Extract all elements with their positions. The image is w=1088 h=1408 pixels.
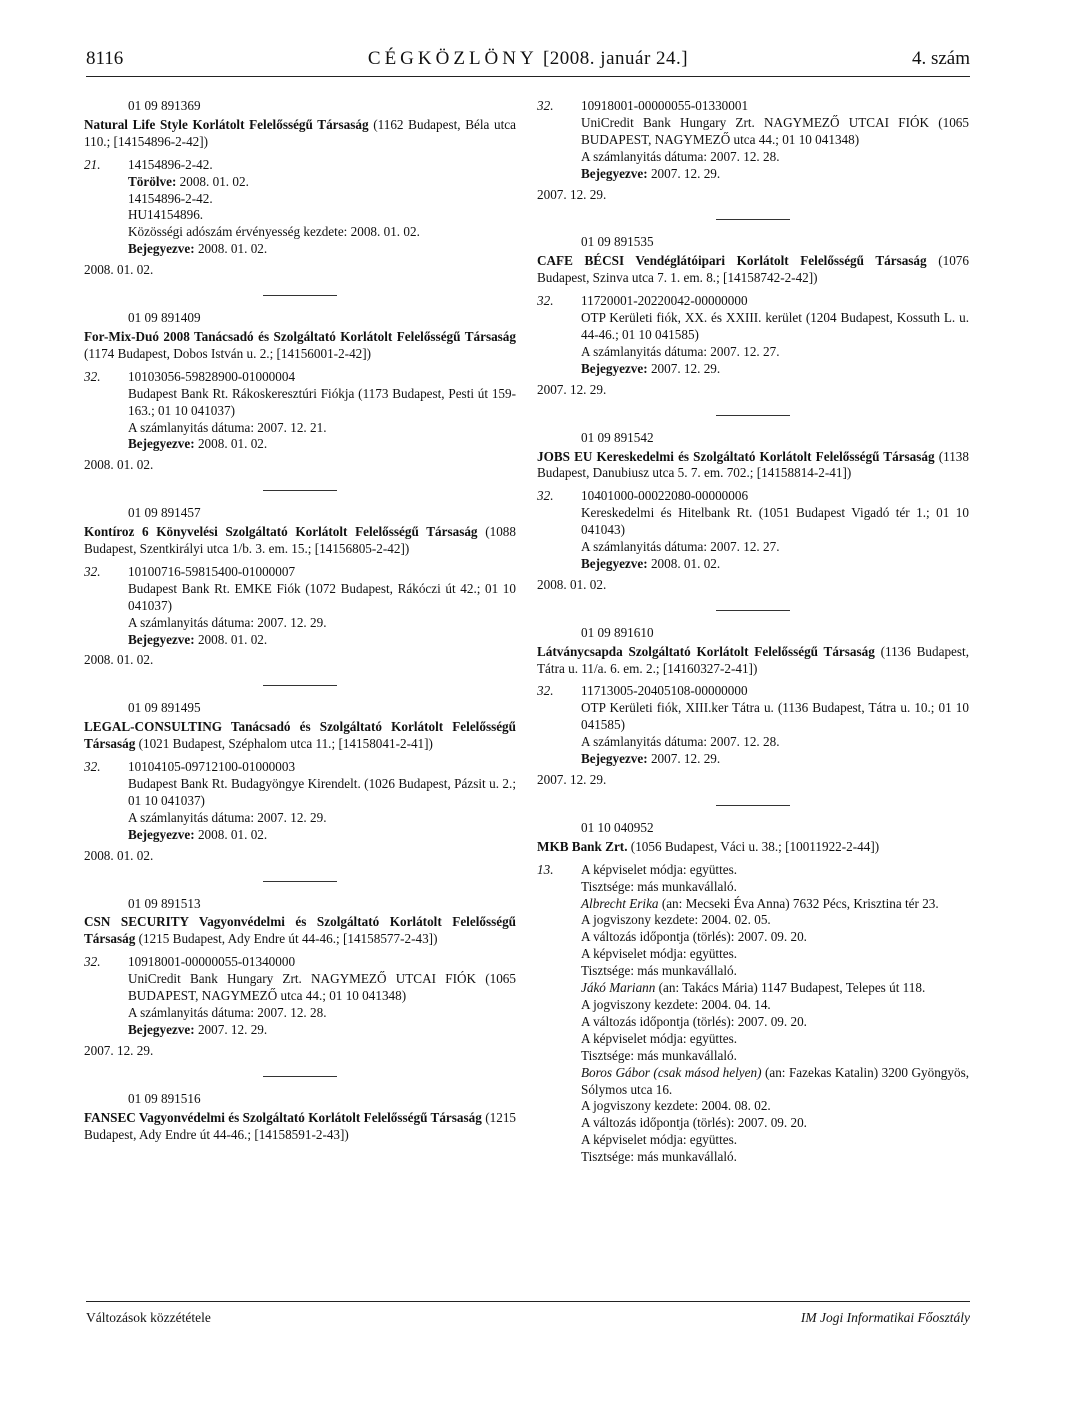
line-label: Bejegyezve: <box>581 751 648 767</box>
item-line <box>128 776 516 810</box>
line-text: A számlanyitás dátuma: 2007. 12. 21. <box>128 419 327 435</box>
item-line <box>581 166 969 183</box>
item-line <box>128 632 516 649</box>
entry-date: 2008. 01. 02. <box>537 576 607 592</box>
item-line <box>581 1132 969 1149</box>
entry-separator <box>263 685 337 686</box>
company-name: Kontíroz 6 Könyvelési Szolgáltató Korlátolt Felelősségű Társaság <box>84 524 478 540</box>
company-details: (1138 Budapest, Danubiusz utca 5. 7. em. 702.; [14158814-2-41]) <box>537 448 969 481</box>
line-text: A számlanyitás dátuma: 2007. 12. 29. <box>128 809 327 825</box>
item-line <box>581 293 969 310</box>
line-text: Tisztsége: más munkavállaló. <box>581 1047 737 1063</box>
item-line <box>128 615 516 632</box>
company-heading <box>84 329 516 363</box>
item-line <box>128 191 516 208</box>
line-text: A jogviszony kezdete: 2004. 04. 14. <box>581 996 771 1012</box>
line-text: UniCredit Bank Hungary Zrt. NAGYMEZŐ UTCAI FIÓK (1065 BUDAPEST, NAGYMEZŐ utca 44.; 01 10 041348) <box>581 114 969 147</box>
item-body <box>581 488 969 573</box>
person-name: Albrecht Erika <box>581 895 659 911</box>
item-line <box>581 963 969 980</box>
company-entry <box>84 310 516 474</box>
right-column <box>537 98 969 1170</box>
item-line <box>581 115 969 149</box>
registration-number: 01 09 891409 <box>128 310 201 326</box>
line-label: Bejegyezve: <box>581 555 648 571</box>
item-line <box>128 436 516 453</box>
entry-item <box>537 98 969 183</box>
line-text: HU14154896. <box>128 207 204 223</box>
line-text: A számlanyitás dátuma: 2007. 12. 28. <box>581 734 780 750</box>
line-text: 10100716-59815400-01000007 <box>128 563 296 579</box>
company-name: FANSEC Vagyonvédelmi és Szolgáltató Korlátolt Felelősségű Társaság <box>84 1109 482 1125</box>
item-line <box>581 505 969 539</box>
footer-publisher: IM Jogi Informatikai Főosztály <box>800 1310 970 1325</box>
company-details: (1076 Budapest, Szinva utca 7. 1. em. 8.; [14158742-2-42]) <box>537 253 969 286</box>
line-text: Tisztsége: más munkavállaló. <box>581 878 737 894</box>
line-text: A képviselet módja: együttes. <box>581 946 738 962</box>
line-text: Tisztsége: más munkavállaló. <box>581 1149 737 1165</box>
item-body <box>581 98 969 183</box>
line-text: 14154896-2-42. <box>128 156 213 172</box>
item-line <box>581 556 969 573</box>
company-heading <box>537 253 969 287</box>
company-details: (1021 Budapest, Széphalom utca 11.; [14158041-2-41]) <box>138 736 433 752</box>
item-line <box>581 862 969 879</box>
entry-item <box>84 564 516 649</box>
line-text: A számlanyitás dátuma: 2007. 12. 27. <box>581 343 780 359</box>
line-label: Bejegyezve: <box>581 360 648 376</box>
item-body <box>128 954 516 1039</box>
item-line <box>581 912 969 929</box>
item-line <box>581 1149 969 1166</box>
item-line <box>581 310 969 344</box>
item-line <box>128 207 516 224</box>
line-label: Bejegyezve: <box>581 165 648 181</box>
entry-date: 2007. 12. 29. <box>537 772 607 787</box>
item-line <box>581 879 969 896</box>
item-line <box>128 1005 516 1022</box>
item-line <box>581 361 969 378</box>
item-number: 32. <box>537 98 554 113</box>
item-line <box>128 827 516 844</box>
item-line <box>128 420 516 437</box>
line-text: 2008. 01. 02. <box>197 436 268 452</box>
line-text: 10103056-59828900-01000004 <box>128 368 296 384</box>
entry-date: 2007. 12. 29. <box>537 381 607 397</box>
entry-item <box>537 683 969 768</box>
item-line <box>581 1098 969 1115</box>
person-name: Boros Gábor (csak másod helyen) <box>581 1064 762 1080</box>
company-entry <box>84 896 516 1060</box>
entry-date: 2008. 01. 02. <box>84 652 154 668</box>
registration-number: 01 09 891513 <box>128 895 201 911</box>
entry-separator <box>263 490 337 491</box>
line-text: (an: Mecseki Éva Anna) 7632 Pécs, Krisztina tér 23. <box>658 895 939 911</box>
line-text: (an: Fazekas Katalin) 3200 Gyöngyös, Sólymos utca 16. <box>581 1064 969 1097</box>
line-text: Budapest Bank Rt. Rákoskeresztúri Fiókja (1173 Budapest, Pesti út 159-163.; 01 10 041037) <box>128 385 516 418</box>
page-footer <box>86 1301 970 1325</box>
line-label: Bejegyezve: <box>128 826 195 842</box>
entry-item <box>84 759 516 844</box>
entry-date: 2008. 01. 02. <box>84 847 154 863</box>
entry-item <box>84 954 516 1039</box>
company-entry <box>84 505 516 669</box>
registration-number: 01 09 891457 <box>128 505 201 521</box>
item-line <box>581 700 969 734</box>
company-details: (1088 Budapest, Szentkirályi utca 1/b. 3. em. 15.; [14156805-2-42]) <box>84 524 516 557</box>
line-text: A jogviszony kezdete: 2004. 02. 05. <box>581 912 771 928</box>
line-text: A képviselet módja: együttes. <box>581 1132 738 1148</box>
item-line <box>581 1048 969 1065</box>
item-body <box>581 862 969 1166</box>
line-text: Kereskedelmi és Hitelbank Rt. (1051 Budapest Vigadó tér 1.; 01 10 041043) <box>581 505 969 538</box>
line-text: 10104105-09712100-01000003 <box>128 759 296 775</box>
company-details: (1162 Budapest, Béla utca 110.; [14154896-2-42]) <box>84 116 517 149</box>
entry-item <box>537 293 969 378</box>
item-line <box>128 564 516 581</box>
journal-title <box>86 48 970 70</box>
company-heading <box>537 449 969 483</box>
item-line <box>128 759 516 776</box>
company-entry <box>537 98 969 203</box>
company-entry <box>84 700 516 864</box>
line-text: 10918001-00000055-01340000 <box>128 954 296 970</box>
company-name: MKB Bank Zrt. <box>537 838 628 854</box>
line-text: 2008. 01. 02. <box>197 631 268 647</box>
company-details: (1215 Budapest, Ady Endre út 44-46.; [14158591-2-43]) <box>84 1109 517 1142</box>
item-line <box>581 683 969 700</box>
company-heading <box>537 644 969 678</box>
item-line <box>581 1065 969 1099</box>
item-line <box>581 149 969 166</box>
item-number: 32. <box>537 293 554 309</box>
line-text: A változás időpontja (törlés): 2007. 09. 20. <box>581 1115 807 1131</box>
line-text: 2007. 12. 29. <box>650 165 721 181</box>
person-name: Jákó Mariann <box>581 980 656 996</box>
line-text: 2008. 01. 02. <box>179 173 249 189</box>
entry-date: 2008. 01. 02. <box>84 262 154 278</box>
line-text: 11713005-20405108-00000000 <box>581 683 748 699</box>
footer-section: Változások közzététele <box>86 1310 211 1325</box>
page-header <box>86 44 970 77</box>
item-body <box>128 369 516 454</box>
item-line <box>581 896 969 913</box>
entry-separator <box>263 1076 337 1077</box>
item-line <box>128 1022 516 1039</box>
line-label: Bejegyezve: <box>128 241 195 257</box>
item-body <box>128 759 516 844</box>
item-line <box>128 174 516 191</box>
company-name: CAFE BÉCSI Vendéglátóipari Korlátolt Felelősségű Társaság <box>537 253 927 269</box>
company-details: (1056 Budapest, Váci u. 38.; [10011922-2-44]) <box>630 838 880 854</box>
item-line <box>128 369 516 386</box>
entry-separator <box>716 415 790 416</box>
item-number: 32. <box>84 759 101 775</box>
item-body <box>128 157 516 258</box>
line-text: 11720001-20220042-00000000 <box>581 293 748 309</box>
item-line <box>581 488 969 505</box>
item-body <box>581 293 969 378</box>
item-line <box>581 734 969 751</box>
line-text: Tisztsége: más munkavállaló. <box>581 963 737 979</box>
item-body <box>128 564 516 649</box>
line-text: 2008. 01. 02. <box>197 826 268 842</box>
line-text: A változás időpontja (törlés): 2007. 09. 20. <box>581 1013 807 1029</box>
item-line <box>128 810 516 827</box>
line-text: A jogviszony kezdete: 2004. 08. 02. <box>581 1098 771 1114</box>
item-line <box>128 971 516 1005</box>
entry-date: 2007. 12. 29. <box>537 186 607 202</box>
entry-separator <box>716 610 790 611</box>
item-number: 13. <box>537 861 554 877</box>
line-text: 2008. 01. 02. <box>650 555 721 571</box>
line-text: A számlanyitás dátuma: 2007. 12. 29. <box>128 614 327 630</box>
journal-name: CÉGKÖZLÖNY <box>367 48 538 69</box>
line-text: OTP Kerületi fiók, XX. és XXIII. kerület (1204 Budapest, Kossuth L. u. 44-46.; 01 10 041585) <box>581 310 969 342</box>
entry-date: 2007. 12. 29. <box>84 1042 154 1058</box>
item-number: 32. <box>84 954 101 970</box>
entry-separator <box>263 295 337 296</box>
entry-item <box>537 488 969 573</box>
line-label: Bejegyezve: <box>128 631 195 647</box>
entry-item <box>84 369 516 454</box>
registration-number: 01 10 040952 <box>581 819 654 835</box>
registration-number: 01 09 891535 <box>581 234 654 250</box>
line-text: UniCredit Bank Hungary Zrt. NAGYMEZŐ UTCAI FIÓK (1065 BUDAPEST, NAGYMEZŐ utca 44.; 01 10 041348) <box>128 971 516 1004</box>
company-entry <box>537 625 969 789</box>
item-line <box>128 157 516 174</box>
company-name: CSN SECURITY Vagyonvédelmi és Szolgáltató Korlátolt Felelősségű Társaság <box>84 914 516 947</box>
entry-separator <box>263 881 337 882</box>
issue-number: 4. szám <box>911 48 970 69</box>
company-heading <box>537 839 969 856</box>
registration-number: 01 09 891516 <box>128 1090 201 1106</box>
line-text: A számlanyitás dátuma: 2007. 12. 28. <box>581 148 780 164</box>
item-body <box>581 683 969 768</box>
line-text: 10918001-00000055-01330001 <box>581 98 749 113</box>
company-heading <box>84 719 516 753</box>
item-line <box>581 98 969 115</box>
item-number: 32. <box>537 683 554 699</box>
item-line <box>128 581 516 615</box>
item-line <box>581 751 969 768</box>
registration-number: 01 09 891369 <box>128 98 201 113</box>
item-line <box>581 929 969 946</box>
item-line <box>581 946 969 963</box>
company-heading <box>84 524 516 558</box>
item-line <box>581 1115 969 1132</box>
item-number: 32. <box>84 563 101 579</box>
line-text: 14154896-2-42. <box>128 190 213 206</box>
company-entry <box>537 430 969 594</box>
line-text: (an: Takács Mária) 1147 Budapest, Telepes út 118. <box>655 980 926 996</box>
entry-separator <box>716 219 790 220</box>
company-details: (1215 Budapest, Ady Endre út 44-46.; [14158577-2-43]) <box>138 931 438 947</box>
item-line <box>581 980 969 997</box>
line-label: Bejegyezve: <box>128 436 195 452</box>
item-number: 32. <box>84 368 101 384</box>
issue-date: [2008. január 24.] <box>542 48 689 69</box>
company-heading <box>84 914 516 948</box>
line-text: Budapest Bank Rt. Budagyöngye Kirendelt. (1026 Budapest, Pázsit u. 2.; 01 10 041037) <box>128 776 516 808</box>
line-text: Közösségi adószám érvényesség kezdete: 2008. 01. 02. <box>128 224 420 240</box>
line-text: A képviselet módja: együttes. <box>581 1030 738 1046</box>
item-number: 32. <box>537 488 554 504</box>
line-text: 2008. 01. 02. <box>197 241 268 257</box>
item-line <box>128 386 516 420</box>
registration-number: 01 09 891495 <box>128 700 201 716</box>
page-number: 8116 <box>86 48 124 69</box>
company-details: (1174 Budapest, Dobos István u. 2.; [14156001-2-42]) <box>84 345 372 361</box>
line-text: A változás időpontja (törlés): 2007. 09. 20. <box>581 929 807 945</box>
entry-date: 2008. 01. 02. <box>84 457 154 473</box>
registration-number: 01 09 891542 <box>581 429 654 445</box>
item-line <box>128 241 516 258</box>
company-name: Natural Life Style Korlátolt Felelősségű Társaság <box>84 116 369 132</box>
entry-separator <box>716 805 790 806</box>
company-name: For-Mix-Duó 2008 Tanácsadó és Szolgáltató Korlátolt Felelősségű Társaság <box>84 328 516 344</box>
entry-item <box>84 157 516 258</box>
line-label: Bejegyezve: <box>128 1021 195 1037</box>
item-line <box>581 1014 969 1031</box>
company-entry <box>537 820 969 1166</box>
line-text: 2007. 12. 29. <box>650 360 721 376</box>
line-label: Törölve: <box>128 173 177 189</box>
company-heading <box>84 117 516 151</box>
item-line <box>128 954 516 971</box>
line-text: Budapest Bank Rt. EMKE Fiók (1072 Budapest, Rákóczi út 42.; 01 10 041037) <box>128 580 516 613</box>
line-text: A számlanyitás dátuma: 2007. 12. 27. <box>581 539 780 555</box>
line-text: A képviselet módja: együttes. <box>581 861 738 877</box>
company-name: Látványcsapda Szolgáltató Korlátolt Felelősségű Társaság <box>537 643 875 659</box>
line-text: 2007. 12. 29. <box>650 751 721 767</box>
left-column <box>84 98 516 1149</box>
registration-number: 01 09 891610 <box>581 624 654 640</box>
item-line <box>581 997 969 1014</box>
company-name: JOBS EU Kereskedelmi és Szolgáltató Korlátolt Felelősségű Társaság <box>537 448 935 464</box>
line-text: A számlanyitás dátuma: 2007. 12. 28. <box>128 1004 327 1020</box>
company-heading <box>84 1110 516 1144</box>
item-line <box>581 344 969 361</box>
company-name: LEGAL-CONSULTING Tanácsadó és Szolgáltató Korlátolt Felelősségű Társaság <box>84 719 516 752</box>
line-text: OTP Kerületi fiók, XIII.ker Tátra u. (1136 Budapest, Tátra u. 10.; 01 10 041585) <box>581 700 969 733</box>
company-entry <box>537 234 969 398</box>
item-line <box>128 224 516 241</box>
item-number: 21. <box>84 156 101 172</box>
entry-item <box>537 862 969 1166</box>
item-line <box>581 1031 969 1048</box>
item-line <box>581 539 969 556</box>
company-details: (1136 Budapest, Tátra u. 11/a. 6. em. 2.; [14160327-2-41]) <box>537 643 970 676</box>
company-entry <box>84 1091 516 1144</box>
line-text: 10401000-00022080-00000006 <box>581 488 749 504</box>
company-entry <box>84 98 516 279</box>
line-text: 2007. 12. 29. <box>197 1021 268 1037</box>
